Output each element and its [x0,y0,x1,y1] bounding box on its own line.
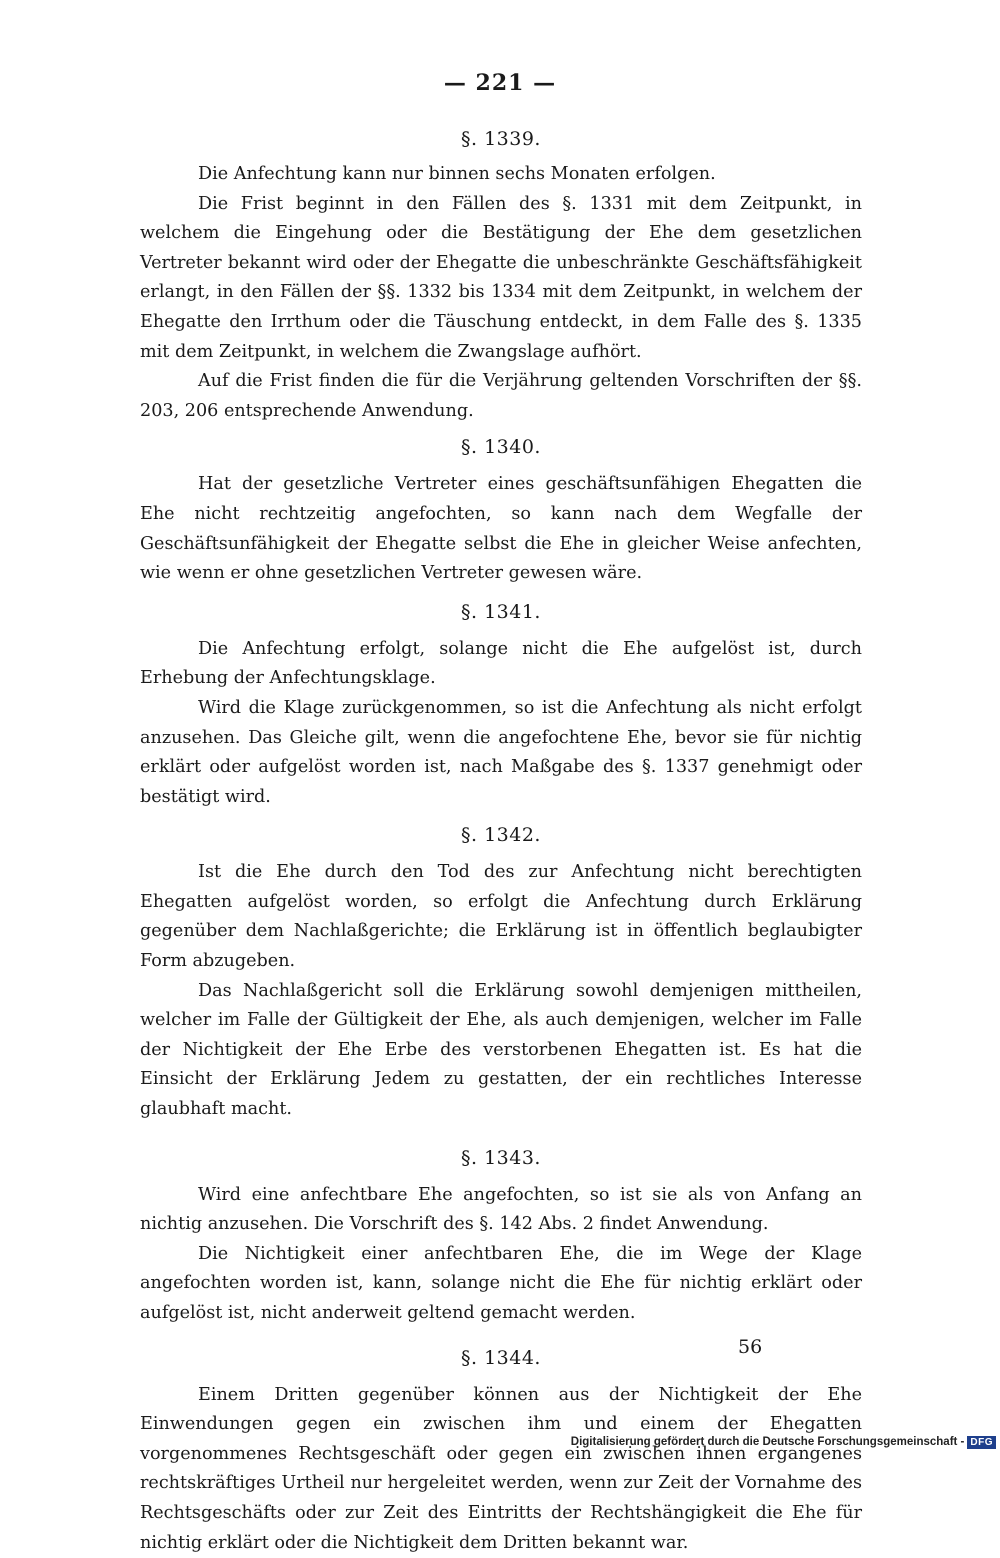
signature-mark: 56 [738,1336,763,1358]
paragraph: Die Frist beginnt in den Fällen des §. 1331 mit dem Zeitpunkt, in welchem die Eingehung oder die Bestätigung der Ehe dem gesetzlichen Vertreter bekannt wird oder der Ehegatte die unbeschränkte Geschäftsfähigkeit erlangt, in den Fällen der §§. 1332 bis 1334 mit dem Zeitpunkt, in welchem der Ehegatte den Irrthum oder die Täuschung entdeckt, in dem Falle des §. 1335 mit dem Zeitpunkt, in welchem die Zwangslage aufhört. [140,193,862,362]
section-1341 [140,601,862,813]
section-1340 [140,436,862,588]
paragraph: Hat der gesetzliche Vertreter eines geschäftsunfähigen Ehegatten die Ehe nicht rechtzeitig angefochten, so kann nach dem Wegfalle der Geschäftsunfähigkeit der Ehegatte selbst die Ehe in gleicher Weise anfechten, wie wenn er ohne gesetzlichen Vertreter gewesen wäre. [140,474,862,584]
section-title: §. 1341. [461,600,541,623]
paragraph: Ist die Ehe durch den Tod des zur Anfechtung nicht berechtigten Ehegatten aufgelöst worden, so erfolgt die Anfechtung durch Erklärung gegenüber dem Nachlaßgerichte; die Erklärung ist in öffentlich beglaubigter Form abzugeben. [140,862,862,972]
section-title: §. 1339. [461,128,541,150]
page-number-header: — 221 — [443,70,557,96]
section-title: §. 1342. [461,824,541,847]
footer-text: Digitalisierung gefördert durch die Deutsche Forschungsgemeinschaft - [570,1436,965,1448]
section-title: §. 1340. [461,436,541,459]
section-title: §. 1343. [461,1146,541,1169]
paragraph: Einem Dritten gegenüber können aus der Nichtigkeit der Ehe Einwendungen gegen ein zwischen ihm und einem der Ehegatten vorgenommenes Rechtsgeschäft oder gegen ein zwischen ihnen ergangenes rechtskräftiges Urtheil nur hergeleitet werden, wenn zur Zeit der Vornahme des Rechtsgeschäfts oder zur Zeit des Eintritts der Rechtshängigkeit die Ehe für nichtig erklärt oder die Nichtigkeit dem Dritten bekannt war. [140,1384,862,1553]
paragraph: Die Nichtigkeit einer anfechtbaren Ehe, die im Wege der Klage angefochten worden ist, kann, solange nicht die Ehe für nichtig erklärt oder aufgelöst ist, nicht anderweit geltend gemacht werden. [140,1243,862,1323]
dfg-logo-icon: DFG [967,1436,996,1449]
section-1339 [140,128,862,426]
paragraph: Die Anfechtung kann nur binnen sechs Monaten erfolgen. [198,164,716,184]
section-1344 [140,1347,862,1558]
section-1343 [140,1147,862,1329]
paragraph: Auf die Frist finden die für die Verjährung geltenden Vorschriften der §§. 203, 206 entsprechende Anwendung. [140,371,862,421]
paragraph: Wird eine anfechtbare Ehe angefochten, so ist sie als von Anfang an nichtig anzusehen. Die Vorschrift des §. 142 Abs. 2 findet Anwendung. [140,1184,862,1235]
paragraph: Das Nachlaßgericht soll die Erklärung sowohl demjenigen mittheilen, welcher im Falle der Gültigkeit der Ehe, als auch demjenigen, welcher im Falle der Nichtigkeit der Ehe Erbe des verstorbenen Ehegatten ist. Es hat die Einsicht der Erklärung Jedem zu gestatten, der ein rechtliches Interesse glaubhaft macht. [140,980,862,1120]
paragraph: Die Anfechtung erfolgt, solange nicht die Ehe aufgelöst ist, durch Erhebung der Anfechtungsklage. [140,638,862,689]
paragraph: Wird die Klage zurückgenommen, so ist die Anfechtung als nicht erfolgt anzusehen. Das Gleiche gilt, wenn die angefochtene Ehe, bevor sie für nichtig erklärt oder aufgelöst worden ist, nach Maßgabe des §. 1337 genehmigt oder bestätigt wird. [140,697,862,807]
section-title: §. 1344. [461,1346,541,1369]
digitization-footer [571,1433,996,1451]
section-1342 [140,824,862,1124]
